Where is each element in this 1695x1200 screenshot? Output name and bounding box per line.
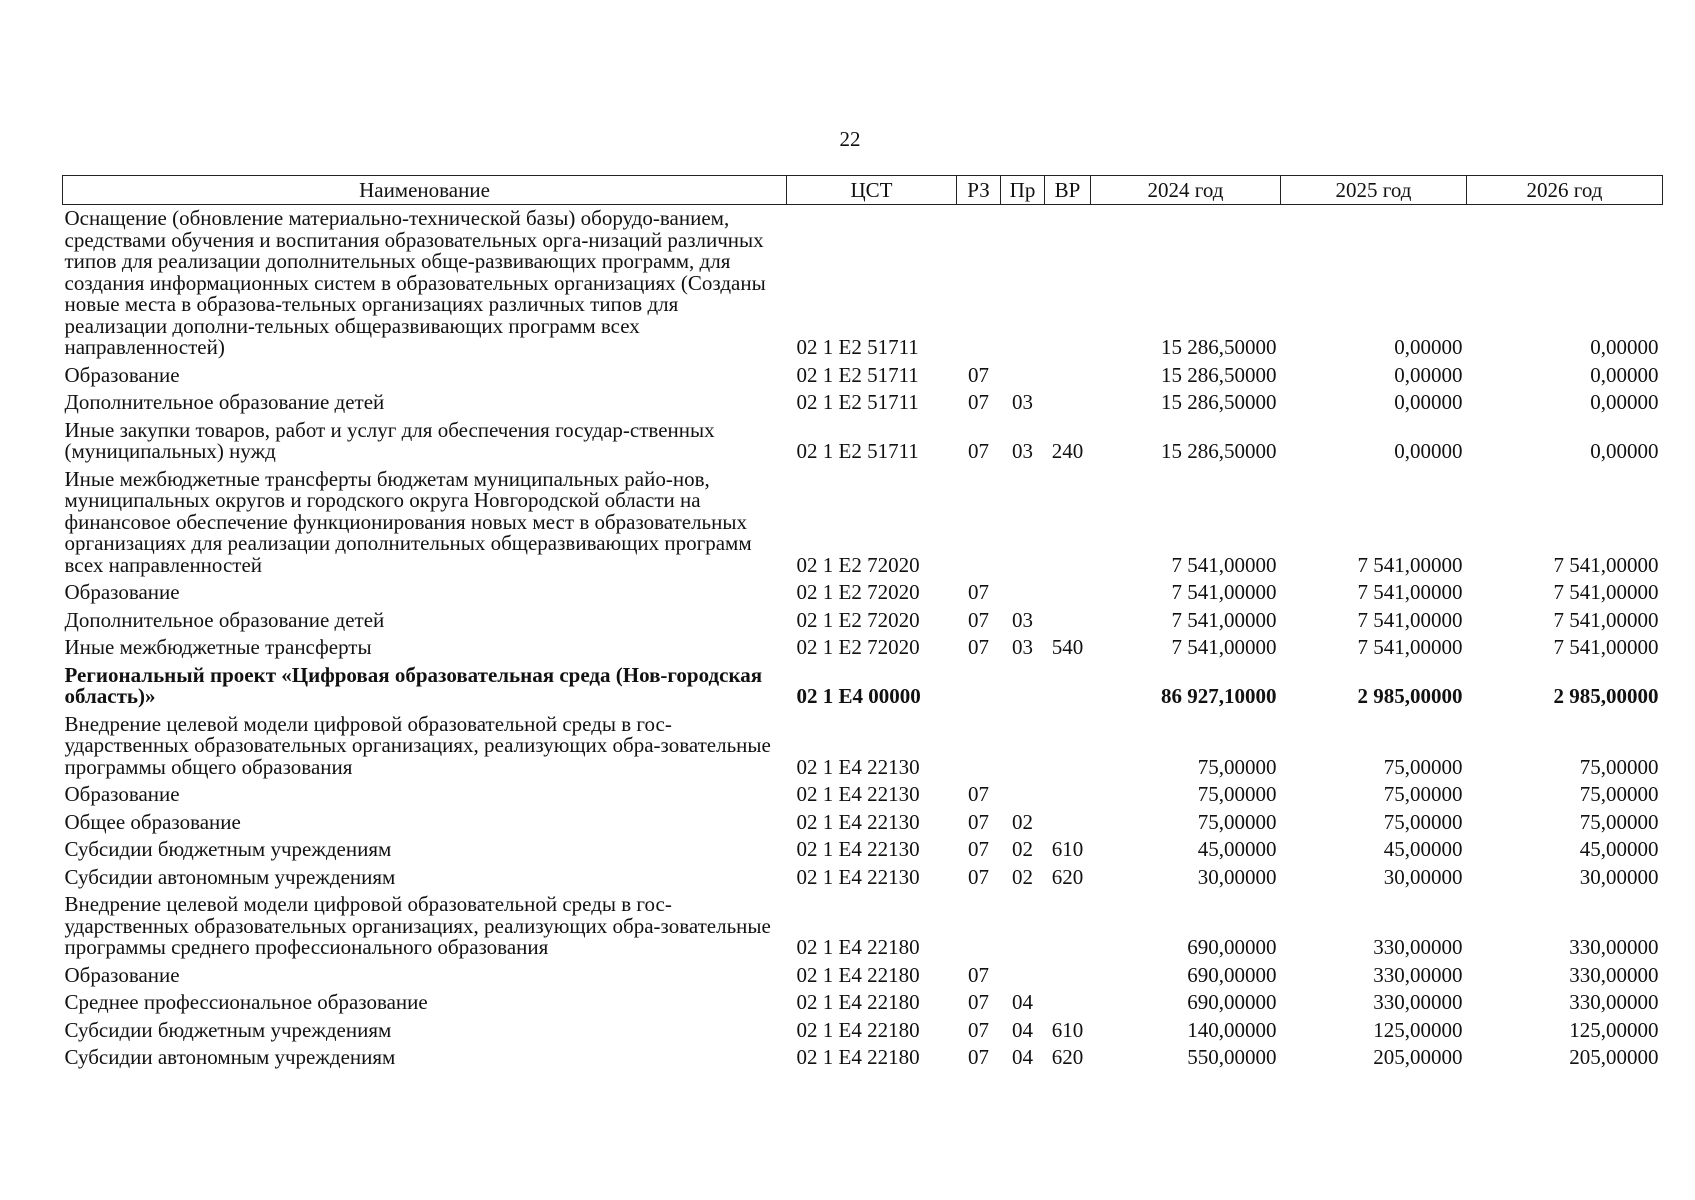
row-cst: 02 1 E2 72020 [796, 580, 920, 604]
row-2025: 30,00000 [1383, 864, 1463, 889]
column-header-rz: РЗ [957, 176, 1001, 205]
row-vr [1045, 205, 1091, 362]
row-rz [957, 662, 1001, 711]
column-header-2024: 2024 год [1091, 176, 1281, 205]
row-vr: 620 [1051, 864, 1084, 889]
table-row [63, 836, 1663, 864]
row-name: Иные межбюджетные трансферты бюджетам муниципальных райо-нов, муниципальных округов и городского округа Новгородской области на финансовое обеспечение функционирования новых мест в образовательных организациях для реализации дополнительных общеразвивающих программ всех направленностей [64, 466, 752, 577]
budget-table [62, 175, 1663, 1072]
table-row [63, 1044, 1663, 1072]
row-2026: 7 541,00000 [1553, 635, 1659, 659]
table-header [63, 176, 1663, 205]
row-2025: 330,00000 [1373, 990, 1463, 1014]
row-pr: 02 [1012, 837, 1033, 861]
table-row [63, 417, 1663, 466]
row-name: Региональный проект «Цифровая образовательная среда (Нов-городская область)» [64, 662, 763, 708]
row-name: Внедрение целевой модели цифровой образовательной среды в гос-ударственных образовательных организациях, реализующих обра-зовательные программы общего образования [64, 711, 771, 779]
row-rz: 07 [968, 635, 989, 659]
row-2024: 15 286,50000 [1161, 439, 1277, 463]
row-2024: 75,00000 [1197, 782, 1277, 806]
row-rz: 07 [968, 837, 989, 861]
row-cst: 02 1 E4 22180 [796, 962, 920, 987]
row-2025: 45,00000 [1383, 837, 1463, 861]
column-header-pr: Пр [1001, 176, 1045, 205]
row-2026: 0,00000 [1590, 362, 1659, 387]
row-rz: 07 [968, 1045, 989, 1069]
row-pr [1001, 579, 1045, 607]
row-pr [1001, 466, 1045, 580]
row-pr: 04 [1012, 990, 1033, 1014]
column-header-vr: ВР [1045, 176, 1091, 205]
row-cst: 02 1 E2 51711 [796, 362, 919, 387]
row-rz: 07 [968, 990, 989, 1014]
row-name: Оснащение (обновление материально-технической базы) оборудо-ванием, средствами обучения и воспитания образовательных орга-низаций различных типов для реализации дополнительных обще-развивающих программ, для создания информационных систем в образовательных организациях (Созданы новые места в образова-тельных организациях различных типов для реализации дополни-тельных общеразвивающих программ всех направленностей) [64, 206, 766, 359]
row-2024: 690,00000 [1187, 935, 1277, 959]
row-vr [1045, 389, 1091, 417]
table-row [63, 634, 1663, 662]
row-name: Образование [64, 962, 180, 987]
row-vr [1045, 662, 1091, 711]
column-header-2025: 2025 год [1281, 176, 1467, 205]
row-cst: 02 1 E4 22180 [796, 935, 920, 959]
row-2024: 7 541,00000 [1171, 607, 1277, 632]
row-2026: 2 985,00000 [1553, 684, 1659, 708]
table-row [63, 362, 1663, 390]
table-row [63, 891, 1663, 962]
row-pr [1001, 891, 1045, 962]
row-pr [1001, 362, 1045, 390]
row-vr [1045, 809, 1091, 837]
row-vr: 620 [1051, 1045, 1084, 1069]
row-cst: 02 1 E4 22130 [796, 864, 920, 889]
row-2025: 0,00000 [1394, 335, 1463, 359]
row-vr [1045, 891, 1091, 962]
row-name: Образование [64, 782, 180, 806]
row-2024: 86 927,10000 [1161, 684, 1277, 708]
row-2025: 7 541,00000 [1357, 580, 1463, 604]
row-vr: 540 [1051, 635, 1084, 659]
row-2025: 330,00000 [1373, 935, 1463, 959]
row-rz: 07 [968, 362, 989, 387]
row-2025: 125,00000 [1373, 1017, 1463, 1042]
row-rz [957, 891, 1001, 962]
row-pr [1001, 711, 1045, 782]
row-cst: 02 1 E4 22180 [796, 990, 920, 1014]
row-2026: 0,00000 [1590, 390, 1659, 414]
column-header-2026: 2026 год [1467, 176, 1663, 205]
row-2025: 75,00000 [1383, 809, 1463, 834]
row-2025: 0,00000 [1394, 362, 1463, 387]
row-2024: 75,00000 [1197, 754, 1277, 779]
row-2024: 7 541,00000 [1171, 552, 1277, 577]
row-2024: 30,00000 [1197, 864, 1277, 889]
row-name: Субсидии автономным учреждениям [64, 864, 396, 889]
row-name: Иные межбюджетные трансферты [64, 635, 372, 659]
row-2026: 7 541,00000 [1553, 552, 1659, 577]
row-rz: 07 [968, 580, 989, 604]
row-name: Общее образование [64, 809, 241, 834]
row-cst: 02 1 E4 22180 [796, 1017, 920, 1042]
row-cst: 02 1 E4 22130 [796, 809, 920, 834]
table-row [63, 781, 1663, 809]
row-vr [1045, 607, 1091, 635]
row-2024: 690,00000 [1187, 990, 1277, 1014]
row-2024: 75,00000 [1197, 809, 1277, 834]
row-vr [1045, 989, 1091, 1017]
row-name: Образование [64, 362, 180, 387]
row-2024: 45,00000 [1197, 837, 1277, 861]
row-name: Образование [64, 580, 180, 604]
row-name: Дополнительное образование детей [64, 607, 385, 632]
row-2025: 0,00000 [1394, 390, 1463, 414]
row-vr [1045, 362, 1091, 390]
table-row [63, 962, 1663, 990]
row-rz: 07 [968, 864, 989, 889]
row-2024: 550,00000 [1187, 1045, 1277, 1069]
row-2026: 7 541,00000 [1553, 580, 1659, 604]
row-2026: 30,00000 [1579, 864, 1659, 889]
row-pr: 03 [1012, 439, 1033, 463]
row-rz: 07 [968, 607, 989, 632]
row-cst: 02 1 E2 51711 [796, 390, 919, 414]
row-2024: 15 286,50000 [1161, 335, 1277, 359]
table-row [63, 711, 1663, 782]
table-row [63, 579, 1663, 607]
row-rz [957, 711, 1001, 782]
row-name: Субсидии бюджетным учреждениям [64, 1017, 392, 1042]
row-2026: 330,00000 [1569, 990, 1659, 1014]
row-cst: 02 1 E4 22130 [796, 754, 920, 779]
table-row [63, 466, 1663, 580]
row-2026: 205,00000 [1569, 1045, 1659, 1069]
row-cst: 02 1 E2 72020 [796, 552, 920, 577]
row-2026: 75,00000 [1579, 809, 1659, 834]
row-2026: 330,00000 [1569, 935, 1659, 959]
row-cst: 02 1 E2 72020 [796, 635, 920, 659]
row-pr [1001, 205, 1045, 362]
row-2026: 125,00000 [1569, 1017, 1659, 1042]
row-pr: 03 [1012, 390, 1033, 414]
row-name: Субсидии автономным учреждениям [64, 1045, 396, 1069]
page-number: 22 [839, 127, 861, 151]
row-name: Внедрение целевой модели цифровой образовательной среды в гос-ударственных образовательных организациях, реализующих обра-зовательные программы среднего профессионального образования [64, 892, 771, 959]
row-cst: 02 1 E4 22180 [796, 1045, 920, 1069]
row-2026: 45,00000 [1579, 837, 1659, 861]
row-2026: 7 541,00000 [1553, 607, 1659, 632]
row-vr [1045, 711, 1091, 782]
row-rz: 07 [968, 439, 989, 463]
row-2025: 205,00000 [1373, 1045, 1463, 1069]
row-2026: 330,00000 [1569, 962, 1659, 987]
row-2024: 7 541,00000 [1171, 635, 1277, 659]
row-vr [1045, 781, 1091, 809]
row-2024: 7 541,00000 [1171, 580, 1277, 604]
row-vr [1045, 962, 1091, 990]
row-vr: 610 [1051, 837, 1084, 861]
row-2025: 330,00000 [1373, 962, 1463, 987]
header-row [63, 176, 1663, 205]
row-pr: 02 [1012, 809, 1033, 834]
row-vr: 240 [1051, 439, 1084, 463]
row-rz: 07 [968, 962, 989, 987]
row-name: Среднее профессиональное образование [64, 990, 428, 1014]
row-cst: 02 1 E4 22130 [796, 837, 920, 861]
column-header-cst: ЦСТ [787, 176, 957, 205]
row-name: Дополнительное образование детей [64, 390, 385, 414]
table-row [63, 864, 1663, 892]
row-vr [1045, 466, 1091, 580]
row-2026: 75,00000 [1579, 754, 1659, 779]
row-vr: 610 [1051, 1017, 1084, 1042]
row-2024: 15 286,50000 [1161, 362, 1277, 387]
table-row [63, 205, 1663, 362]
table-row [63, 809, 1663, 837]
row-cst: 02 1 E4 00000 [796, 684, 921, 708]
row-vr [1045, 579, 1091, 607]
row-2025: 7 541,00000 [1357, 607, 1463, 632]
row-rz: 07 [968, 782, 989, 806]
row-pr: 03 [1012, 635, 1033, 659]
row-2025: 75,00000 [1383, 782, 1463, 806]
row-pr: 02 [1012, 864, 1033, 889]
row-pr [1001, 962, 1045, 990]
row-rz: 07 [968, 809, 989, 834]
row-rz [957, 205, 1001, 362]
row-2025: 7 541,00000 [1357, 552, 1463, 577]
row-2024: 690,00000 [1187, 962, 1277, 987]
row-cst: 02 1 E4 22130 [796, 782, 920, 806]
row-2026: 75,00000 [1579, 782, 1659, 806]
row-2025: 7 541,00000 [1357, 635, 1463, 659]
row-2025: 2 985,00000 [1357, 684, 1463, 708]
table-row [63, 1017, 1663, 1045]
table-body [63, 205, 1663, 1072]
row-cst: 02 1 E2 72020 [796, 607, 920, 632]
row-pr: 04 [1012, 1017, 1033, 1042]
row-cst: 02 1 E2 51711 [796, 439, 919, 463]
row-pr: 04 [1012, 1045, 1033, 1069]
table-row [63, 607, 1663, 635]
row-2026: 0,00000 [1590, 335, 1659, 359]
column-header-name: Наименование [63, 176, 787, 205]
row-cst: 02 1 E2 51711 [796, 335, 919, 359]
row-pr [1001, 662, 1045, 711]
table-row [63, 989, 1663, 1017]
row-rz [957, 466, 1001, 580]
row-2024: 15 286,50000 [1161, 390, 1277, 414]
row-pr: 03 [1012, 607, 1033, 632]
row-2025: 75,00000 [1383, 754, 1463, 779]
row-rz: 07 [968, 1017, 989, 1042]
row-rz: 07 [968, 390, 989, 414]
row-2025: 0,00000 [1394, 439, 1463, 463]
table-row [63, 662, 1663, 711]
table-row [63, 389, 1663, 417]
row-pr [1001, 781, 1045, 809]
row-name: Субсидии бюджетным учреждениям [64, 837, 392, 861]
row-2026: 0,00000 [1590, 439, 1659, 463]
row-2024: 140,00000 [1187, 1017, 1277, 1042]
row-name: Иные закупки товаров, работ и услуг для обеспечения государ-ственных (муниципальных) нужд [64, 417, 715, 463]
